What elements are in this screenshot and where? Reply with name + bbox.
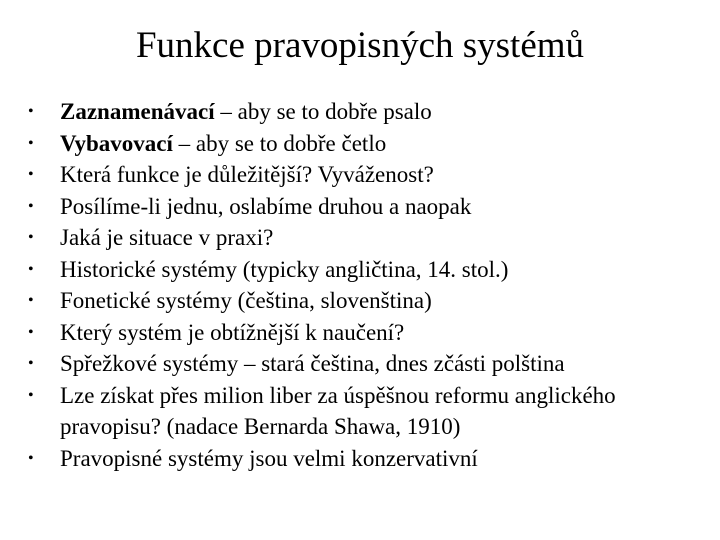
bullet-text: Historické systémy (typicky angličtina, 14. stol.) — [60, 256, 509, 282]
bullet-icon: • — [28, 134, 34, 152]
bullet-icon: • — [28, 197, 34, 215]
bullet-text: Jaká je situace v praxi? — [60, 225, 274, 250]
bullet-icon: • — [28, 449, 34, 467]
bullet-item — [28, 443, 688, 475]
bullet-icon: • — [28, 323, 34, 341]
bullet-list — [28, 96, 688, 474]
bullet-rest: – aby se to dobře četlo — [172, 130, 387, 156]
bullet-icon: • — [28, 103, 34, 120]
bullet-icon: • — [28, 166, 34, 183]
bullet-item — [28, 191, 688, 223]
bullet-text: Pravopisné systémy jsou velmi konzervativní — [60, 445, 478, 471]
bullet-item — [28, 254, 688, 286]
bullet-rest: – aby se to dobře psalo — [214, 99, 432, 124]
bullet-icon: • — [28, 229, 34, 246]
bullet-text: Posílíme-li jednu, oslabíme druhou a naopak — [60, 193, 472, 219]
bullet-item — [28, 317, 688, 349]
bullet-text — [60, 96, 688, 128]
bullet-icon: • — [28, 292, 34, 309]
bullet-bold-term: Vybavovací — [60, 130, 173, 156]
bullet-text: Lze získat přes milion liber za úspěšnou reformu anglického pravopisu? (nadace Bernarda Shawa, 1910) — [60, 382, 616, 439]
bullet-item — [28, 380, 688, 443]
bullet-text — [60, 128, 688, 160]
bullet-bold-term: Zaznamenávací — [60, 99, 215, 124]
bullet-icon: • — [28, 355, 34, 372]
bullet-item — [28, 348, 688, 380]
bullet-item — [28, 128, 688, 160]
bullet-item — [28, 96, 688, 128]
bullet-item — [28, 222, 688, 254]
bullet-item — [28, 285, 688, 317]
bullet-text: Která funkce je důležitější? Vyváženost? — [60, 162, 434, 187]
bullet-text: Který systém je obtížnější k naučení? — [60, 319, 405, 345]
bullet-icon: • — [28, 386, 34, 404]
bullet-item — [28, 159, 688, 191]
bullet-icon: • — [28, 260, 34, 278]
slide-title: Funkce pravopisných systémů — [135, 25, 585, 66]
bullet-text: Fonetické systémy (čeština, slovenština) — [60, 288, 432, 313]
bullet-text: Spřežkové systémy – stará čeština, dnes zčásti polština — [60, 351, 565, 376]
